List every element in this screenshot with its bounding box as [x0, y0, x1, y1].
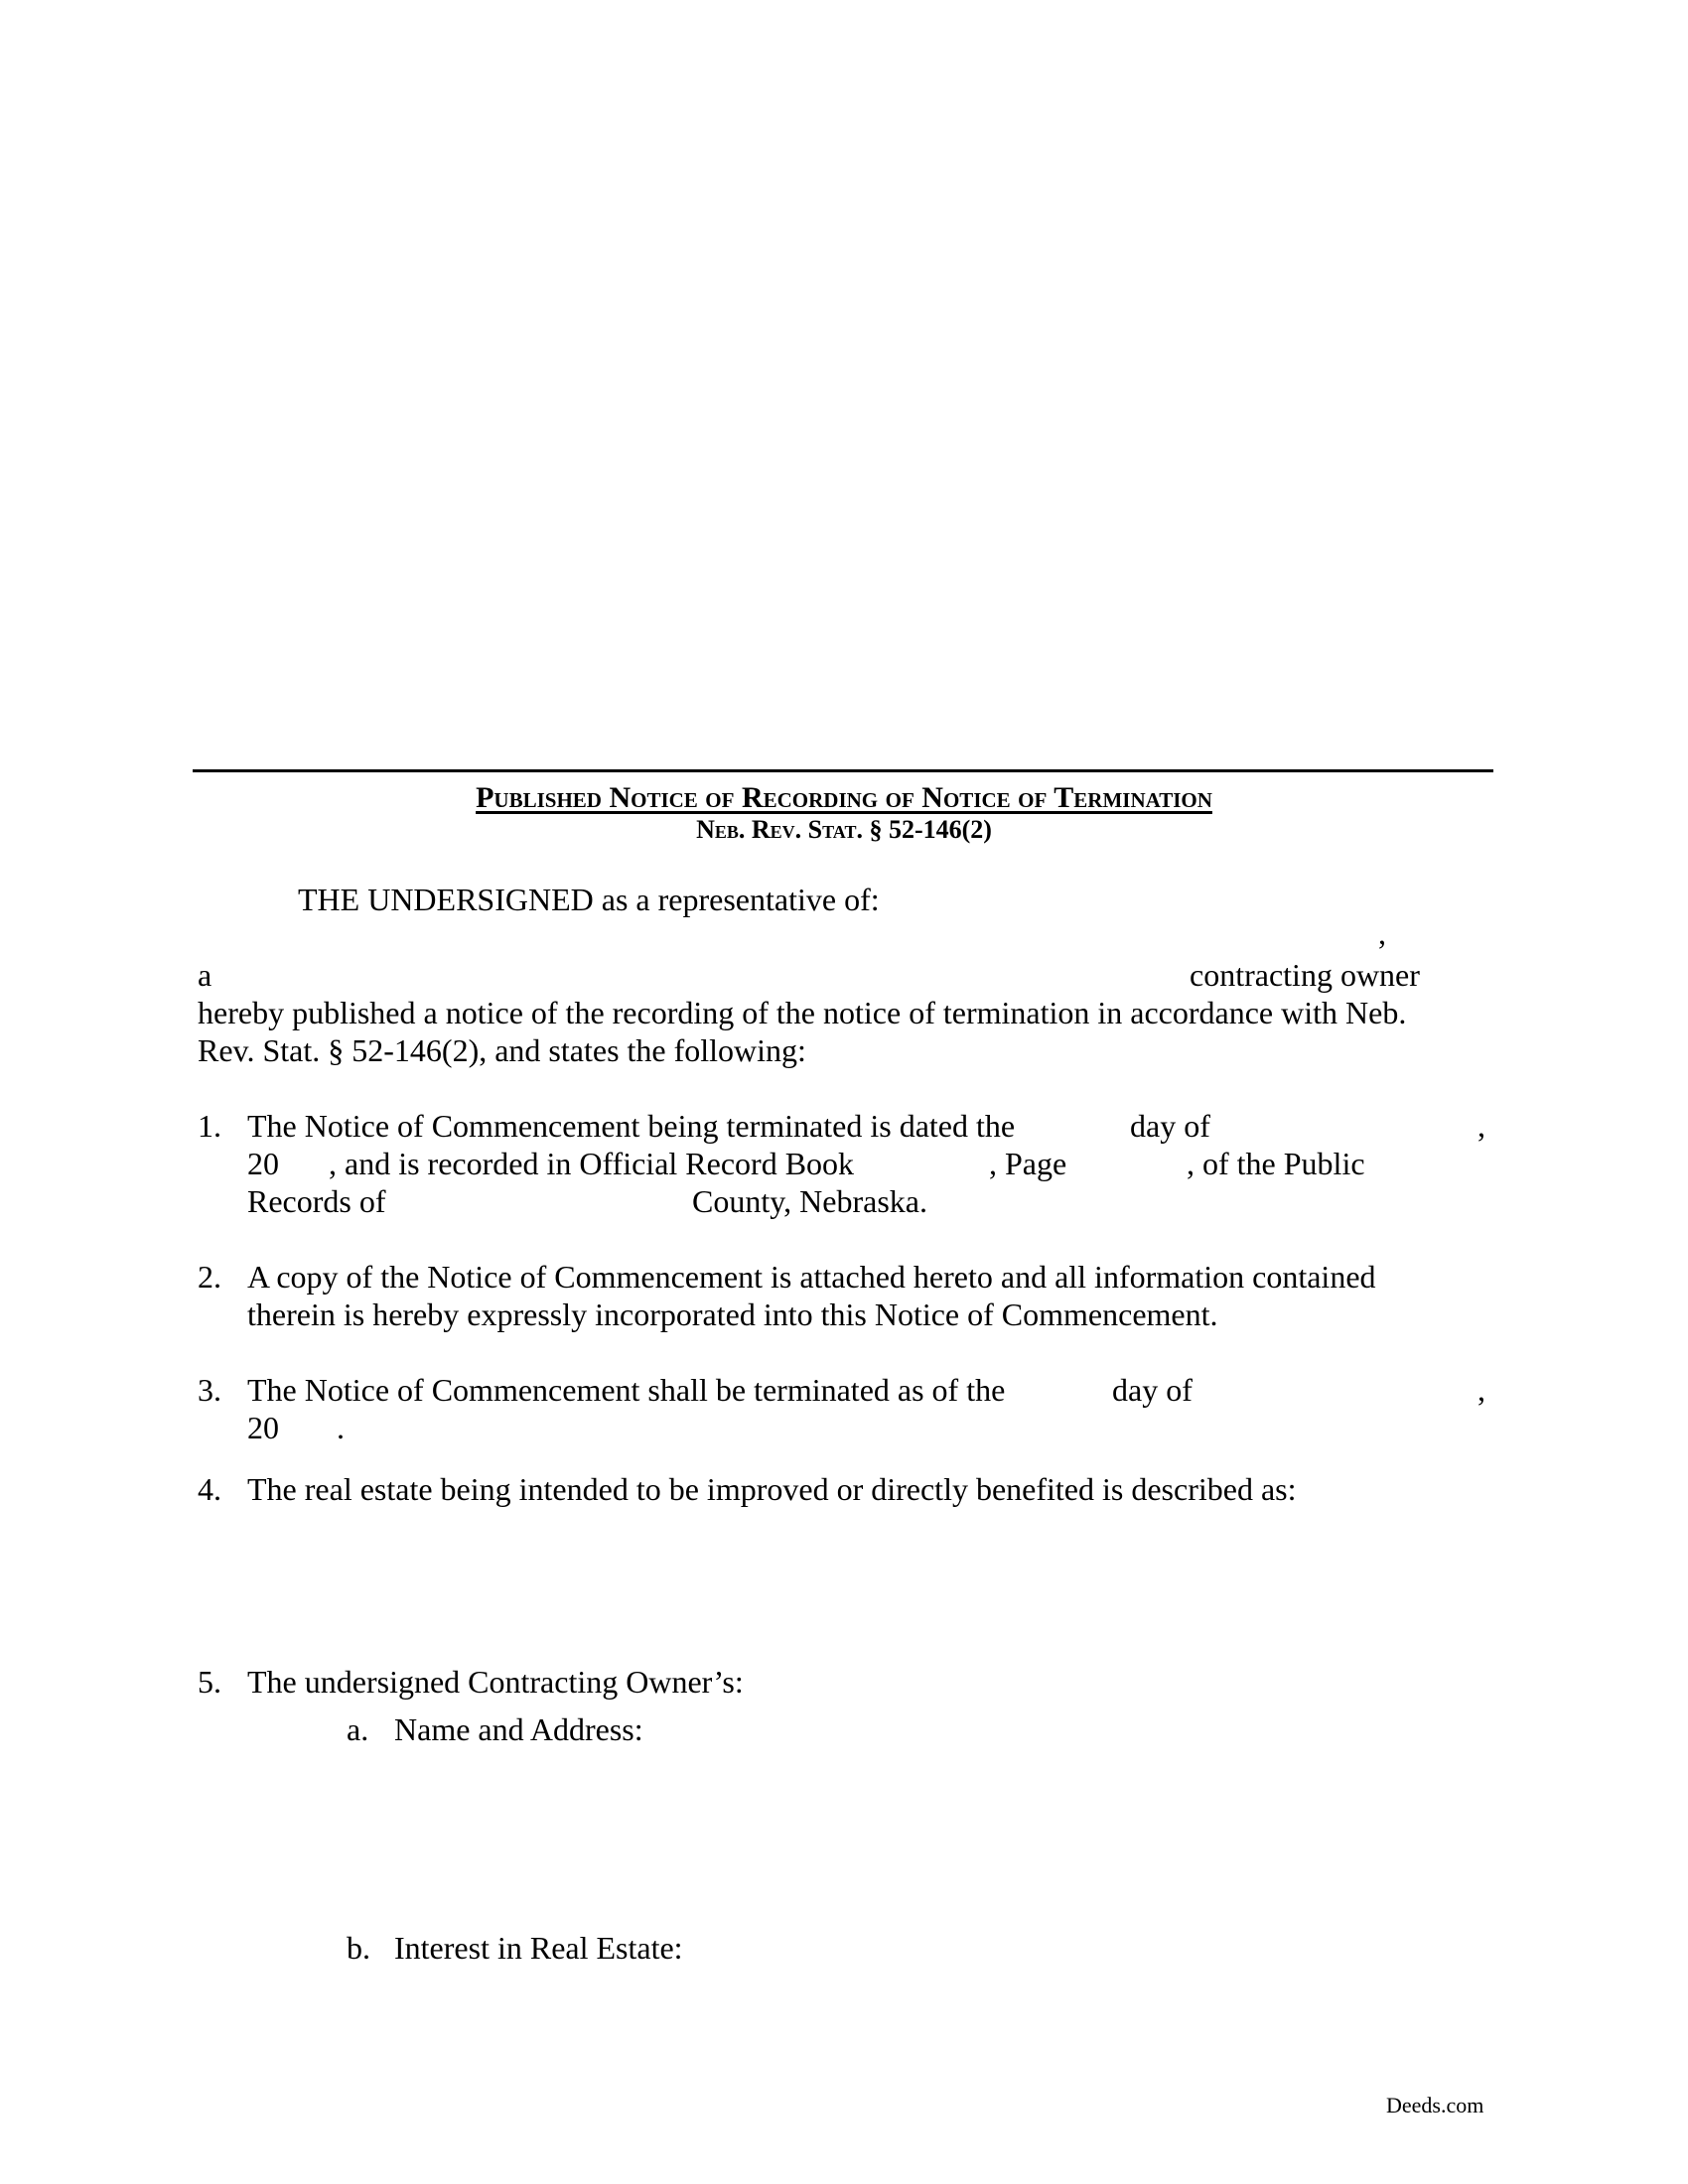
item-2-line-2: therein is hereby expressly incorporated into this Notice of Commencement.	[247, 1297, 1218, 1332]
item-3-day-of: day of	[1112, 1372, 1193, 1408]
item-1-records-of: Records of	[247, 1183, 386, 1219]
item-1-recorded: , and is recorded in Official Record Book	[329, 1146, 855, 1181]
item-5a-letter: a.	[347, 1711, 369, 1747]
item-1-county: County, Nebraska.	[692, 1183, 927, 1219]
intro-a: a	[198, 957, 212, 993]
item-3-period: .	[337, 1410, 345, 1445]
top-rule	[193, 769, 1493, 772]
item-3-number: 3.	[198, 1372, 221, 1408]
item-1-day-of: day of	[1130, 1108, 1210, 1144]
item-3-line-1: The Notice of Commencement shall be terminated as of the	[247, 1372, 1006, 1408]
item-2-number: 2.	[198, 1259, 221, 1295]
item-1-comma: ,	[1477, 1108, 1485, 1144]
item-5b-text: Interest in Real Estate:	[394, 1930, 683, 1966]
intro-line-3: hereby published a notice of the recording of the notice of termination in accordance with Neb.	[198, 995, 1407, 1030]
item-5b-letter: b.	[347, 1930, 370, 1966]
footer-brand: Deeds.com	[1386, 2093, 1484, 2117]
item-5a-text: Name and Address:	[394, 1711, 643, 1747]
item-5-text: The undersigned Contracting Owner’s:	[247, 1664, 744, 1700]
item-3-year-prefix: 20	[247, 1410, 279, 1445]
item-2-line-1: A copy of the Notice of Commencement is attached hereto and all information contained	[247, 1259, 1376, 1295]
intro-line-1: THE UNDERSIGNED as a representative of:	[298, 882, 880, 917]
statute-reference: Neb. Rev. Stat. § 52-146(2)	[696, 815, 992, 844]
item-1-year-prefix: 20	[247, 1146, 279, 1181]
intro-contracting-owner: contracting owner	[1190, 957, 1420, 993]
item-3-comma: ,	[1477, 1372, 1485, 1408]
item-1-line-1: The Notice of Commencement being terminated is dated the	[247, 1108, 1016, 1144]
item-4-number: 4.	[198, 1471, 221, 1507]
item-1-page: , Page	[989, 1146, 1067, 1181]
item-5-number: 5.	[198, 1664, 221, 1700]
document-title: Published Notice of Recording of Notice of Termination	[476, 781, 1212, 814]
item-1-public: , of the Public	[1187, 1146, 1365, 1181]
item-1-number: 1.	[198, 1108, 221, 1144]
intro-line-4: Rev. Stat. § 52-146(2), and states the following:	[198, 1032, 806, 1068]
intro-comma: ,	[1378, 915, 1386, 951]
item-4-text: The real estate being intended to be improved or directly benefited is described as:	[247, 1471, 1297, 1507]
